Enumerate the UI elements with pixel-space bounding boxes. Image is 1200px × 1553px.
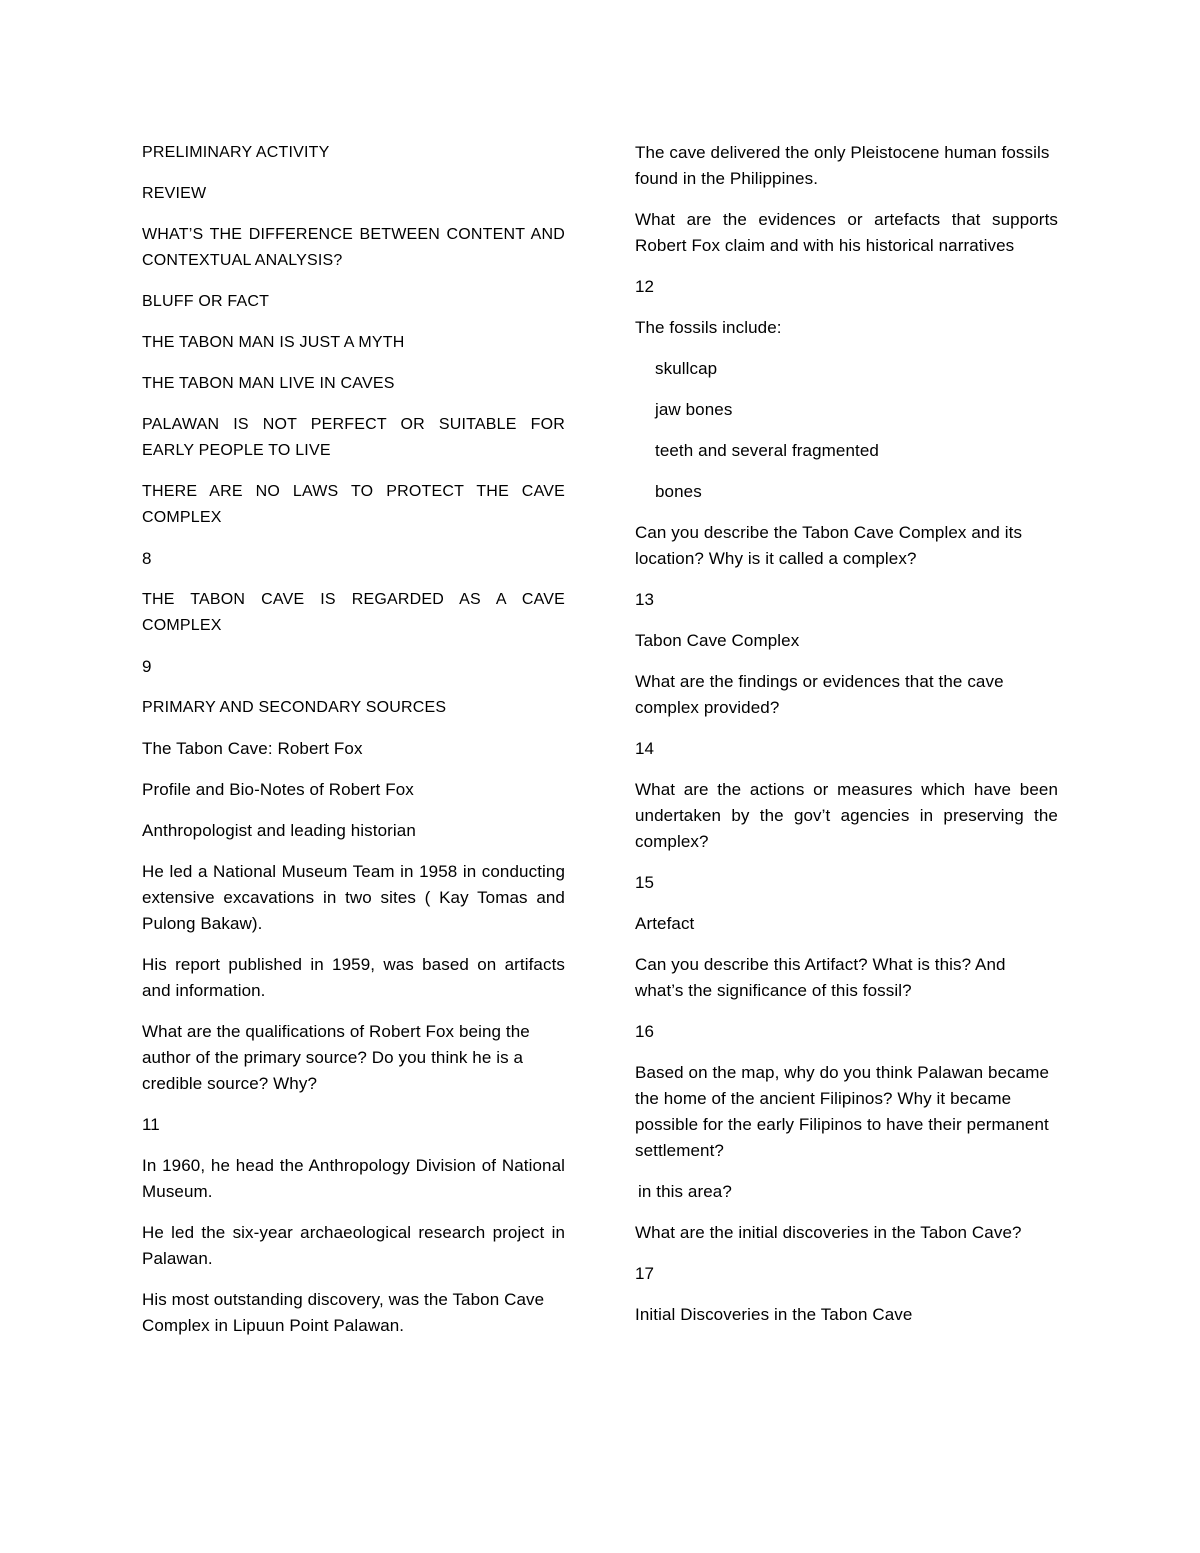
heading-preliminary-activity: PRELIMINARY ACTIVITY (142, 144, 330, 161)
statement-myth: THE TABON MAN IS JUST A MYTH (142, 334, 405, 351)
slide-number: 16 (635, 1022, 655, 1041)
statement-cave-complex: THE TABON CAVE IS REGARDED AS A CAVE COMPLEX (142, 591, 565, 634)
paragraph: The fossils include: (635, 318, 782, 337)
question-paragraph: Can you describe this Artifact? What is this? And what’s the significance of this fossil? (635, 955, 1006, 1000)
slide-number: 14 (635, 739, 655, 758)
heading-bluff-or-fact: BLUFF OR FACT (142, 293, 270, 310)
paragraph: He led the six-year archaeological research project in Palawan. (142, 1223, 565, 1268)
paragraph: His most outstanding discovery, was the Tabon Cave Complex in Lipuun Point Palawan. (142, 1290, 545, 1335)
slide-number: 11 (142, 1115, 160, 1134)
heading-review: REVIEW (142, 185, 207, 202)
paragraph: In 1960, he head the Anthropology Division of National Museum. (142, 1156, 565, 1201)
slide-number: 17 (635, 1264, 655, 1283)
left-column (142, 140, 565, 1354)
paragraph: The cave delivered the only Pleistocene human fossils found in the Philippines. (635, 143, 1050, 188)
question-paragraph: What are the initial discoveries in the Tabon Cave? (635, 1223, 1022, 1242)
slide-number: 13 (635, 590, 655, 609)
slide-number: 8 (142, 549, 152, 568)
subheading-artefact: Artefact (635, 914, 695, 933)
question-paragraph: in this area? (638, 1182, 732, 1201)
statement-laws: THERE ARE NO LAWS TO PROTECT THE CAVE COMPLEX (142, 483, 565, 526)
paragraph: Anthropologist and leading historian (142, 821, 416, 840)
statement-palawan: PALAWAN IS NOT PERFECT OR SUITABLE FOR EARLY PEOPLE TO LIVE (142, 416, 565, 459)
question-paragraph: What are the qualifications of Robert Fox being the author of the primary source? Do you think he is a credible source? Why? (142, 1022, 530, 1093)
subheading-initial-discoveries: Initial Discoveries in the Tabon Cave (635, 1305, 913, 1324)
slide-number: 15 (635, 873, 655, 892)
question-paragraph: What are the evidences or artefacts that supports Robert Fox claim and with his historical narratives (635, 210, 1058, 255)
question-content-contextual: WHAT’S THE DIFFERENCE BETWEEN CONTENT AND CONTEXTUAL ANALYSIS? (142, 226, 565, 269)
question-paragraph: What are the findings or evidences that the cave complex provided? (635, 672, 1004, 717)
subheading-tabon-cave-complex: Tabon Cave Complex (635, 631, 800, 650)
slide-number: 12 (635, 277, 655, 296)
list-item: teeth and several fragmented (655, 441, 879, 460)
question-paragraph: Based on the map, why do you think Palawan became the home of the ancient Filipinos? Why it became possible for the early Filipinos to have their permanent settlement? (635, 1063, 1050, 1160)
subheading-profile: Profile and Bio-Notes of Robert Fox (142, 780, 414, 799)
list-item: bones (655, 482, 702, 501)
list-item: skullcap (655, 359, 718, 378)
subheading-tabon-cave: The Tabon Cave: Robert Fox (142, 739, 363, 758)
slide-number: 9 (142, 657, 152, 676)
paragraph: He led a National Museum Team in 1958 in conducting extensive excavations in two sites ( Kay Tomas and Pulong Bakaw). (142, 862, 565, 933)
question-paragraph: Can you describe the Tabon Cave Complex and its location? Why is it called a complex? (635, 523, 1023, 568)
question-paragraph: What are the actions or measures which have been undertaken by the gov’t agencies in preserving the complex? (635, 780, 1058, 851)
right-column (635, 140, 1058, 1343)
paragraph: His report published in 1959, was based on artifacts and information. (142, 955, 565, 1000)
list-item: jaw bones (655, 400, 733, 419)
statement-caves: THE TABON MAN LIVE IN CAVES (142, 375, 395, 392)
heading-sources: PRIMARY AND SECONDARY SOURCES (142, 699, 447, 716)
